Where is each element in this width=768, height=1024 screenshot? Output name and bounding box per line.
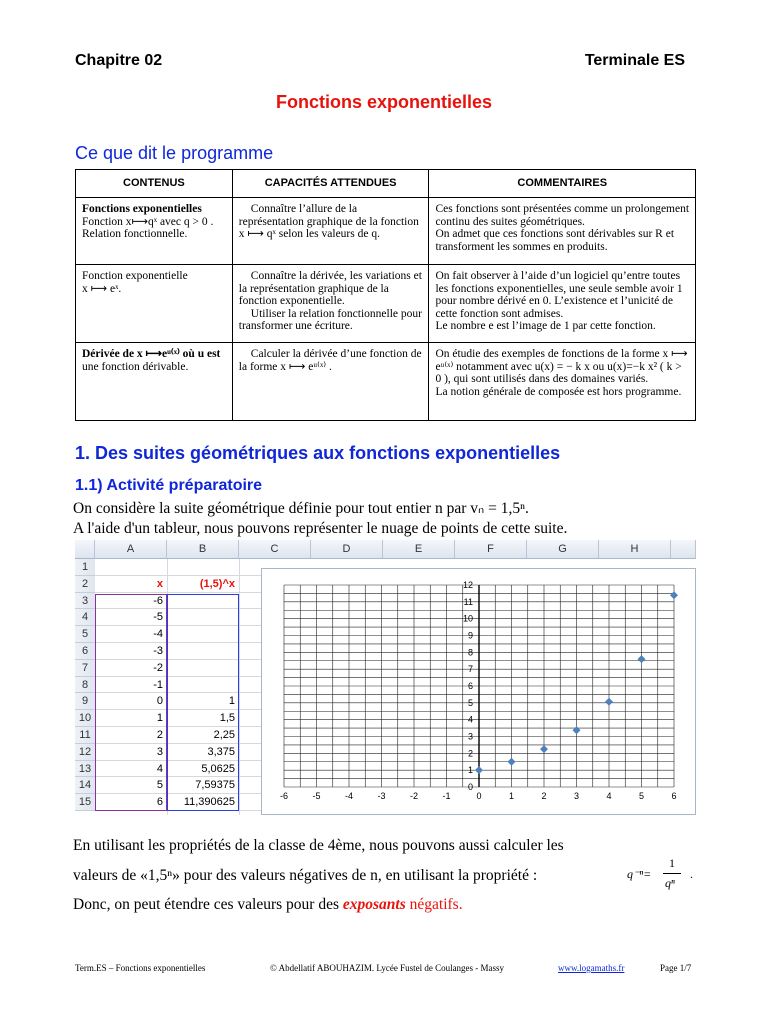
- cell-a[interactable]: 3: [156, 745, 163, 758]
- data-point: [573, 726, 581, 734]
- row-header[interactable]: 11: [75, 727, 95, 744]
- y-tick-label: 11: [463, 596, 473, 607]
- cell-line: une fonction dérivable.: [82, 360, 189, 373]
- corner-cell: [75, 540, 95, 559]
- table-cell: [232, 343, 429, 421]
- y-tick-label: 8: [467, 647, 473, 658]
- paragraph-text: Donc, on peut étendre ces valeurs pour des: [73, 896, 343, 913]
- x-tick-label: -2: [409, 791, 419, 801]
- column-header[interactable]: D: [311, 540, 383, 559]
- paragraph-line: valeurs de «1,5ⁿ» pour des valeurs négatives de n, en utilisant la propriété :: [73, 867, 538, 884]
- formula-numerator: 1: [669, 856, 675, 870]
- scatter-chart: [262, 569, 695, 814]
- column-header[interactable]: G: [527, 540, 599, 559]
- data-point: [638, 655, 646, 663]
- footer-left: Term.ES – Fonctions exponentielles: [75, 963, 206, 973]
- x-tick-label: 6: [671, 791, 677, 801]
- row-header[interactable]: 6: [75, 643, 95, 660]
- chart-frame[interactable]: [261, 568, 696, 815]
- y-tick-label: 9: [467, 630, 473, 641]
- row-header[interactable]: 4: [75, 609, 95, 626]
- column-header[interactable]: B: [167, 540, 239, 559]
- cell-line: Utiliser la relation fonctionnelle pour transformer une écriture.: [238, 307, 422, 332]
- x-tick-label: 2: [541, 791, 547, 801]
- cell-a[interactable]: -5: [153, 611, 163, 624]
- x-tick-label: 5: [638, 791, 645, 801]
- cell-b[interactable]: 11,390625: [183, 796, 235, 809]
- cell-a[interactable]: -6: [153, 594, 163, 607]
- spreadsheet: [75, 540, 696, 815]
- column-header[interactable]: C: [239, 540, 311, 559]
- cell-line: Fonction x⟼qˣ avec q > 0 .: [82, 215, 214, 228]
- paragraph-line: [73, 895, 463, 914]
- cell-b[interactable]: 2,25: [213, 729, 235, 741]
- paragraph-line: A l'aide d'un tableur, nous pouvons représenter le nuage de points de cette suite.: [73, 520, 568, 537]
- emphasis-suffix: négatifs.: [405, 896, 463, 913]
- selection-range-b: [167, 594, 239, 811]
- cell-line: On fait observer à l’aide d’un logiciel qu’entre toutes les fonctions exponentielles, une seule semble avoir 1 pour nombre dérivé en 0. L’existence et l’unicité de cette fonction sont admises.: [435, 270, 683, 320]
- cell-header-y[interactable]: (1,5)^x: [199, 578, 235, 590]
- chapter-label: Chapitre 02: [75, 52, 163, 69]
- table-row: [76, 343, 696, 421]
- cell-b[interactable]: 1,5: [219, 712, 235, 725]
- y-tick-label: 5: [467, 697, 473, 708]
- section-programme-heading: Ce que dit le programme: [75, 143, 274, 163]
- formula-denominator: qⁿ: [665, 876, 675, 890]
- cell-line: Dérivée de x ⟼eᵘ⁽ˣ⁾ où u est: [82, 348, 221, 360]
- y-tick-label: 2: [467, 748, 473, 759]
- table-cell: [429, 198, 696, 265]
- column-header[interactable]: A: [95, 540, 167, 559]
- fraction-bar: [663, 873, 681, 874]
- grid-line: [239, 559, 240, 815]
- cell-header-x[interactable]: x: [156, 578, 163, 590]
- cell-a[interactable]: 4: [156, 762, 163, 775]
- footer-center: © Abdellatif ABOUHAZIM. Lycée Fustel de Coulanges - Massy: [270, 963, 505, 973]
- data-point: [670, 591, 678, 599]
- cell-a[interactable]: 0: [156, 695, 163, 708]
- section-1-heading: 1. Des suites géométriques aux fonctions exponentielles: [75, 443, 561, 463]
- cell-a[interactable]: -3: [153, 645, 163, 657]
- row-header[interactable]: 10: [75, 710, 95, 727]
- row-header[interactable]: 1: [75, 559, 95, 576]
- cell-b[interactable]: 7,59375: [195, 779, 235, 792]
- cell-a[interactable]: -2: [153, 661, 163, 674]
- x-tick-label: -4: [344, 791, 354, 801]
- data-point: [540, 745, 548, 753]
- cell-line: Le nombre e est l’image de 1 par cette fonction.: [435, 320, 656, 332]
- footer-link[interactable]: www.logamaths.fr: [558, 963, 625, 973]
- subsection-heading: 1.1) Activité préparatoire: [75, 477, 263, 494]
- table-header: CONTENUS: [76, 170, 233, 198]
- y-tick-label: 1: [467, 765, 473, 776]
- cell-line: Calculer la dérivée d’une fonction de la forme x ⟼ eᵘ⁽ˣ⁾ .: [238, 348, 422, 373]
- column-header[interactable]: H: [599, 540, 671, 559]
- row-header[interactable]: 7: [75, 660, 95, 677]
- cell-a[interactable]: 2: [156, 729, 163, 741]
- y-tick-label: 10: [462, 613, 473, 624]
- emphasis-word: exposants: [342, 896, 406, 913]
- column-header-empty: [671, 540, 696, 559]
- cell-a[interactable]: 1: [156, 712, 163, 725]
- cell-line: Fonction exponentielle: [82, 270, 188, 282]
- x-tick-label: -6: [279, 791, 289, 801]
- x-tick-label: -5: [312, 791, 321, 801]
- y-tick-label: 12: [462, 580, 473, 590]
- row-header[interactable]: 12: [75, 744, 95, 761]
- selection-range-a: [95, 594, 167, 811]
- row-header[interactable]: 15: [75, 794, 95, 811]
- x-tick-label: -3: [377, 791, 386, 801]
- y-tick-label: 6: [467, 681, 473, 691]
- cell-b[interactable]: 3,375: [207, 745, 235, 758]
- y-tick-label: 7: [467, 664, 473, 675]
- cell-a[interactable]: 6: [156, 796, 163, 809]
- row-header[interactable]: 8: [75, 677, 95, 694]
- cell-line: x ⟼ eˣ.: [82, 282, 122, 295]
- x-tick-label: 3: [573, 791, 580, 801]
- formula: [627, 856, 697, 896]
- x-tick-label: 4: [606, 791, 612, 801]
- row-header[interactable]: 5: [75, 626, 95, 643]
- table-cell: [429, 265, 696, 343]
- row-header[interactable]: 9: [75, 693, 95, 710]
- cell-a[interactable]: -4: [153, 628, 163, 641]
- table-cell: [76, 343, 233, 421]
- programme-table: [75, 169, 696, 421]
- cell-line: La notion générale de composée est hors programme.: [435, 385, 682, 398]
- y-tick-label: 4: [467, 714, 473, 725]
- cell-line: Fonctions exponentielles: [82, 203, 202, 215]
- cell-line: Connaître l’allure de la représentation graphique de la fonction x ⟼ qˣ selon les valeurs de q.: [238, 203, 419, 240]
- cell-line: Ces fonctions sont présentées comme un prolongement continu des suites géométriques.: [435, 203, 690, 228]
- formula-lhs: q⁻ⁿ=: [627, 867, 652, 881]
- column-header[interactable]: E: [383, 540, 455, 559]
- row-header[interactable]: 2: [75, 576, 95, 593]
- row-header[interactable]: 13: [75, 761, 95, 778]
- cell-line: On étudie des exemples de fonctions de la forme x ⟼ eᵘ⁽ˣ⁾ notamment avec u(x) = − k x ou u(x)=−k x² ( k > 0 ), qui sont utilisés dans des domaines variés.: [435, 348, 688, 385]
- table-header: COMMENTAIRES: [429, 170, 696, 198]
- table-row: [76, 265, 696, 343]
- class-label: Terminale ES: [584, 52, 685, 69]
- y-tick-label: 0: [467, 782, 473, 792]
- cell-a[interactable]: 5: [156, 779, 163, 792]
- paragraph-line: En utilisant les propriétés de la classe de 4ème, nous pouvons aussi calculer les: [73, 837, 564, 854]
- table-cell: [232, 265, 429, 343]
- table-cell: [76, 265, 233, 343]
- cell-line: On admet que ces fonctions sont dérivables sur R et transforment les sommes en produits.: [435, 228, 675, 253]
- cell-a[interactable]: -1: [153, 678, 163, 691]
- y-tick-label: 3: [467, 731, 473, 742]
- column-header[interactable]: F: [455, 540, 527, 559]
- table-header: CAPACITÉS ATTENDUES: [232, 170, 429, 198]
- data-point: [508, 758, 516, 766]
- page-title: Fonctions exponentielles: [275, 92, 493, 112]
- x-tick-label: 0: [476, 791, 482, 801]
- cell-line: Relation fonctionnelle.: [82, 228, 188, 240]
- cell-b[interactable]: 5,0625: [201, 762, 235, 775]
- table-row: [76, 198, 696, 265]
- footer-page: Page 1/7: [660, 963, 692, 973]
- data-point: [605, 698, 613, 706]
- row-header[interactable]: 14: [75, 777, 95, 794]
- row-header[interactable]: 3: [75, 593, 95, 610]
- cell-line: Connaître la dérivée, les variations et la représentation graphique de la fonction exponentielle.: [238, 270, 422, 307]
- table-cell: [232, 198, 429, 265]
- table-cell: [76, 198, 233, 265]
- table-cell: [429, 343, 696, 421]
- paragraph-line: On considère la suite géométrique définie pour tout entier n par vₙ = 1,5ⁿ.: [73, 500, 529, 517]
- data-point: [475, 766, 483, 774]
- x-tick-label: 1: [508, 791, 515, 801]
- x-tick-label: -1: [442, 791, 451, 801]
- cell-b[interactable]: 1: [228, 695, 235, 708]
- table-header-row: [76, 170, 696, 198]
- formula-period: .: [690, 867, 693, 881]
